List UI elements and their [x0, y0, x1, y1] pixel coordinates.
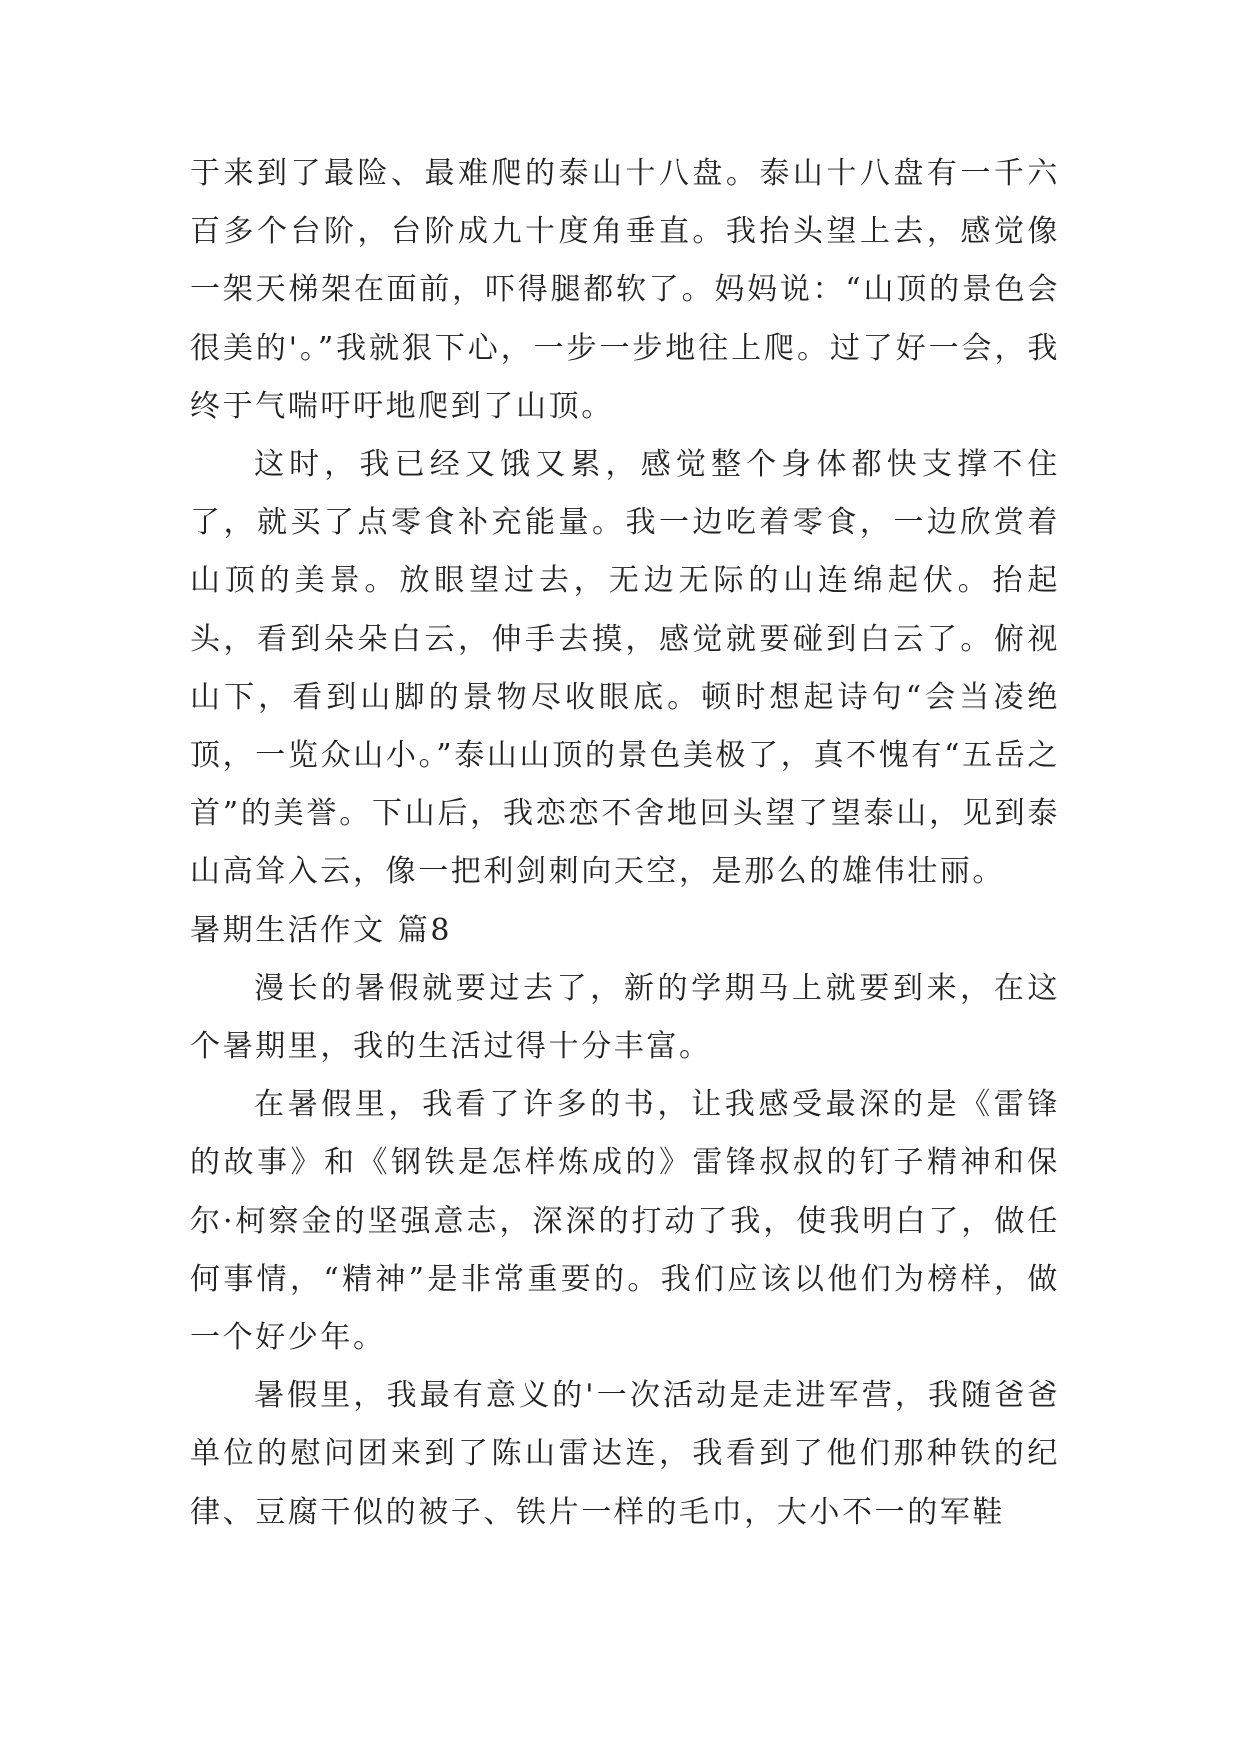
paragraph-2: 这时，我已经又饿又累，感觉整个身体都快支撑不住了，就买了点零食补充能量。我一边吃着零食，一边欣赏着山顶的美景。放眼望过去，无边无际的山连绵起伏。抬起头，看到朵朵白云，伸手去摸，感觉就要碰到白云了。俯视山下，看到山脚的景物尽收眼底。顿时想起诗句“会当凌绝顶，一览众山小。”泰山山顶的景色美极了，真不愧有“五岳之首”的美誉。下山后，我恋恋不舍地回头望了望泰山，见到泰山高耸入云，像一把利剑刺向天空，是那么的雄伟壮丽。 [190, 447, 1060, 890]
document-page [190, 145, 1060, 1542]
paragraph-3: 漫长的暑假就要过去了，新的学期马上就要到来，在这个暑期里，我的生活过得十分丰富。 [190, 970, 1060, 1065]
section-heading: 暑期生活作文 篇8 [190, 912, 453, 948]
paragraph-1: 于来到了最险、最难爬的泰山十八盘。泰山十八盘有一千六百多个台阶，台阶成九十度角垂直。我抬头望上去，感觉像一架天梯架在面前，吓得腿都软了。妈妈说：“山顶的景色会很美的'。”我就狠下心，一步一步地往上爬。过了好一会，我终于气喘吁吁地爬到了山顶。 [190, 156, 1060, 424]
paragraph-5: 暑假里，我最有意义的'一次活动是走进军营，我随爸爸单位的慰问团来到了陈山雷达连，我看到了他们那种铁的纪律、豆腐干似的被子、铁片一样的毛巾，大小不一的军鞋 [190, 1378, 1060, 1530]
paragraph-4: 在暑假里，我看了许多的书，让我感受最深的是《雷锋的故事》和《钢铁是怎样炼成的》雷锋叔叔的钉子精神和保尔·柯察金的坚强意志，深深的打动了我，使我明白了，做任何事情，“精神”是非常重要的。我们应该以他们为榜样，做一个好少年。 [190, 1087, 1060, 1356]
